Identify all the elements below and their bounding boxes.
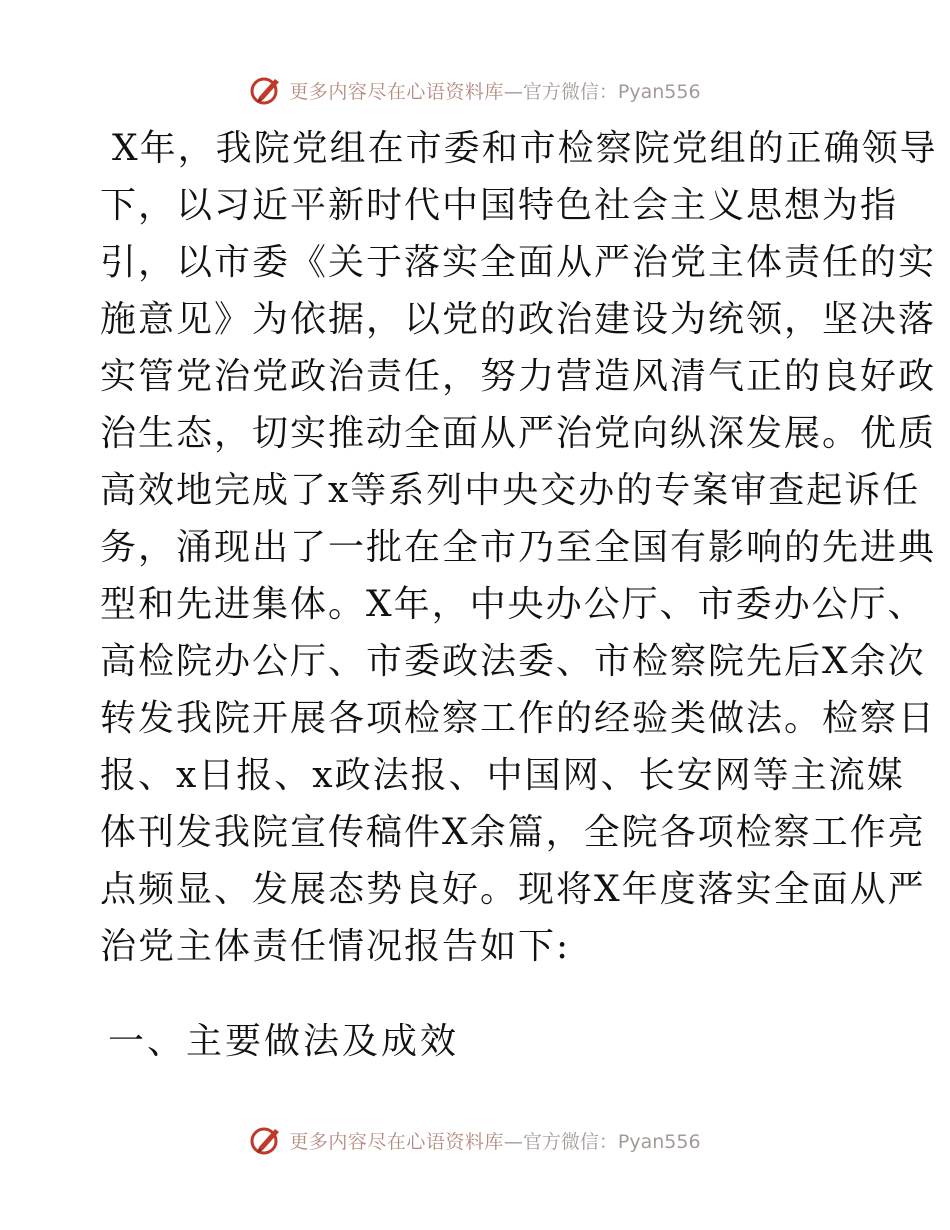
- body-line: 务，涌现出了一批在全市乃至全国有影响的先进典: [100, 527, 937, 568]
- pen-logo-icon: [249, 73, 283, 107]
- body-line: 治党主体责任情况报告如下:: [100, 926, 571, 967]
- footer-watermark: [0, 1120, 950, 1160]
- pen-logo-icon: [249, 1123, 283, 1157]
- body-line: 点频显、发展态势良好。现将X年度落实全面从严: [100, 869, 926, 910]
- watermark-contact: —官方微信：Pyan556: [503, 1130, 701, 1153]
- body-line: 下，以习近平新时代中国特色社会主义思想为指: [100, 185, 899, 226]
- body-line: 型和先进集体。X年，中央办公厅、市委办公厅、: [100, 584, 926, 625]
- watermark-contact: —官方微信：Pyan556: [503, 80, 701, 103]
- body-line: 报、x日报、x政法报、中国网、长安网等主流媒: [100, 755, 905, 796]
- section-heading: 一、主要做法及成效: [108, 1021, 460, 1062]
- watermark-text: 更多内容尽在心语资料库: [289, 80, 504, 103]
- body-line: 高检院办公厅、市委政法委、市检察院先后X余次: [100, 641, 926, 682]
- body-line: 体刊发我院宣传稿件X余篇，全院各项检察工作亮: [100, 812, 926, 853]
- body-line: 实管党治党政治责任，努力营造风清气正的良好政: [100, 356, 937, 397]
- body-line: X年，我院党组在市委和市检察院党组的正确领导: [112, 128, 938, 169]
- watermark-text: 更多内容尽在心语资料库: [289, 1130, 504, 1153]
- body-line: 治生态，切实推动全面从严治党向纵深发展。优质: [100, 413, 937, 454]
- body-line: 施意见》为依据，以党的政治建设为统领，坚决落: [100, 299, 937, 340]
- header-watermark: [0, 70, 950, 110]
- body-line: 引，以市委《关于落实全面从严治党主体责任的实: [100, 242, 937, 283]
- body-line: 高效地完成了x等系列中央交办的专案审查起诉任: [100, 470, 921, 511]
- body-line: 转发我院开展各项检察工作的经验类做法。检察日: [100, 698, 937, 739]
